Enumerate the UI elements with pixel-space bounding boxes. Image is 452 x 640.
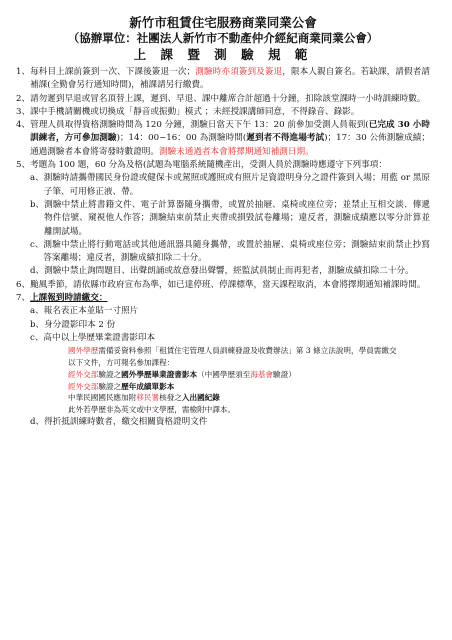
note-highlight: 海基會 — [250, 369, 274, 379]
note-emphasis: 國外學歷畢業證書影本 — [121, 369, 198, 379]
rule-4-emphasis-2: 遲到者不得進場考試 — [246, 133, 325, 144]
rule-2 — [16, 93, 430, 106]
sub-label: a、 — [30, 173, 44, 184]
note-line-2 — [68, 357, 430, 369]
sub-text: 身分證影印本 2 份 — [44, 319, 116, 330]
sub-label: d、 — [30, 417, 45, 428]
rule-3 — [16, 106, 430, 119]
sub-label: c、 — [30, 239, 44, 250]
note-text: 此外若學歷非為英文或中文學歷，需檢附中譯本。 — [68, 405, 236, 415]
rule-5-sub-a — [16, 172, 430, 199]
rule-number: 4、 — [16, 120, 31, 131]
rule-number: 7、 — [16, 293, 31, 304]
rule-4 — [16, 119, 430, 159]
rule-7-title: 上課報到時請繳交： — [30, 293, 108, 304]
rule-5-sub-c — [16, 239, 430, 266]
foreign-degree-note — [16, 345, 430, 416]
rule-text: 請勿遲到早退或冒名頂替上課，遲到、早退、課中離席合計超過十分鐘，扣除該堂課時一小時訓練時數。 — [30, 93, 426, 104]
sub-text: 得折抵訓練時數者，繳交相關資格證明文件 — [44, 417, 208, 428]
rule-5 — [16, 159, 430, 172]
note-text: 驗證之 — [98, 381, 122, 391]
rule-5-sub-b — [16, 199, 430, 239]
rule-1 — [16, 66, 430, 93]
rule-7-sub-a — [16, 305, 430, 318]
sub-label: c、 — [30, 332, 44, 343]
co-organizer-line: （協辦單位：社團法人新竹市不動產仲介經紀商業同業公會） — [67, 31, 379, 45]
rule-6 — [16, 279, 430, 292]
note-emphasis: 入出國紀錄 — [181, 393, 220, 403]
sub-label: b、 — [30, 319, 45, 330]
rule-7 — [16, 292, 430, 305]
rule-number: 2、 — [16, 93, 31, 104]
rule-number: 5、 — [16, 160, 31, 171]
sub-label: a、 — [30, 306, 44, 317]
rule-4-highlight: 測驗未通過者本會將擇期通知補測日期。 — [158, 146, 314, 157]
note-text: 以下文件，方可報名參加課程： — [68, 358, 175, 368]
sub-text: 測驗時請攜帶國民身份證或健保卡或駕照或護照或有照片足資證明身分之證件簽到入場；用藍 or 黑原子筆、可用修正液、帶。 — [43, 173, 430, 197]
rule-1-text-b: ，限本人親自簽名。若缺課，請假者請補課(全勤會另行通知時間)，補課請另行繳費。 — [30, 67, 430, 91]
note-highlight: 國外學歷 — [68, 346, 99, 356]
note-text: 驗證） — [273, 369, 296, 379]
rule-7-sub-d — [16, 416, 430, 429]
rule-number: 1、 — [16, 67, 31, 77]
rule-number: 3、 — [16, 106, 31, 117]
note-emphasis: 歷年成績單影本 — [121, 381, 175, 391]
rule-1-highlight: 測驗時亦須簽到及簽退 — [195, 67, 283, 77]
rule-7-sub-c — [16, 332, 430, 345]
note-text: 中華民國國民應加附 — [68, 393, 137, 403]
note-highlight: 移民署 — [136, 393, 160, 403]
rule-1-text-a: 每科目上課前簽到一次、下課後簽退一次； — [30, 67, 196, 77]
sub-label: b、 — [30, 199, 45, 210]
rule-text: 課中手機請關機或切換成「靜音或振動」模式 ；未經授課講師同意，不得錄音、錄影。 — [30, 106, 360, 117]
note-line-3 — [68, 369, 430, 381]
note-text: （中國學歷須至 — [197, 369, 251, 379]
note-text: 核發之 — [159, 393, 182, 403]
note-line-4 — [68, 381, 430, 393]
rule-text — [30, 119, 430, 159]
rule-text: 考題為 100 題，60 分為及格(試題為電腦系統隨機產出，受測人員於測驗時應遵守下列事項： — [30, 160, 387, 171]
note-line-6 — [68, 404, 430, 416]
sub-text: 高中以上學歷畢業證書影印本 — [43, 332, 156, 343]
rule-text — [30, 66, 430, 93]
sub-text: 測驗中禁止將書籍文件、電子計算器隨身攜帶，或置於抽屜、桌椅或座位旁；並禁止互相交談、傳遞物件信號、窺視他人作答；測驗結束前禁止夾帶或損毀試卷離場；違反者，測驗成績應以零分計算並離開試場。 — [44, 199, 430, 237]
sub-label: d、 — [30, 266, 45, 277]
note-highlight: 經外交部 — [68, 369, 99, 379]
rule-4-text-b: )；14：00~16：00 為測驗時間( — [116, 133, 247, 144]
note-line-1 — [68, 345, 430, 357]
sub-text: 測驗中禁止將行動電話或其他通訊器具隨身攜帶，或置於抽屜、桌椅或座位旁；測驗結束前禁止抄寫答案離場；違反者，測驗成績扣除二十分。 — [43, 239, 430, 264]
rule-number: 6、 — [16, 279, 31, 290]
rule-5-sub-d — [16, 265, 430, 278]
note-text: 需備妥資料參照「租賃住宅管理人員訓練發證及收費辦法」第 3 條立法說明，學員需繳交 — [98, 346, 397, 356]
rules-title: 上 課 暨 測 驗 規 範 — [133, 47, 313, 62]
rule-4-text-a: 管理人員取得資格測驗時間為 120 分鐘，測驗日當天下午 13：20 前參加受測人員報到( — [30, 120, 369, 131]
sub-text: 測驗中禁止詢問題目、出聲朗誦或故意發出聲響，經監試員制止而再犯者，測驗成績扣除二十分。 — [44, 266, 414, 277]
association-title: 新竹市租賃住宅服務商業同業公會 — [129, 15, 317, 30]
rule-text: 颱風季節，請依縣市政府宣布為準，如已達停班、停課標準，當天課程取消，本會將擇期通知補課時間。 — [30, 279, 426, 290]
sub-text: 報名表正本並貼一寸照片 — [43, 306, 139, 317]
note-highlight: 經外交部 — [68, 381, 99, 391]
rule-4-text-c: )；17：30 公佈測驗成績；通過測驗者本會將寄發時數證明。 — [30, 133, 430, 157]
note-text: 驗證之 — [98, 369, 122, 379]
note-line-5 — [68, 392, 430, 404]
rule-7-sub-b — [16, 319, 430, 332]
rule-4-emphasis-1: 已完成 30 小時訓練者，方可參加測驗 — [30, 120, 430, 144]
